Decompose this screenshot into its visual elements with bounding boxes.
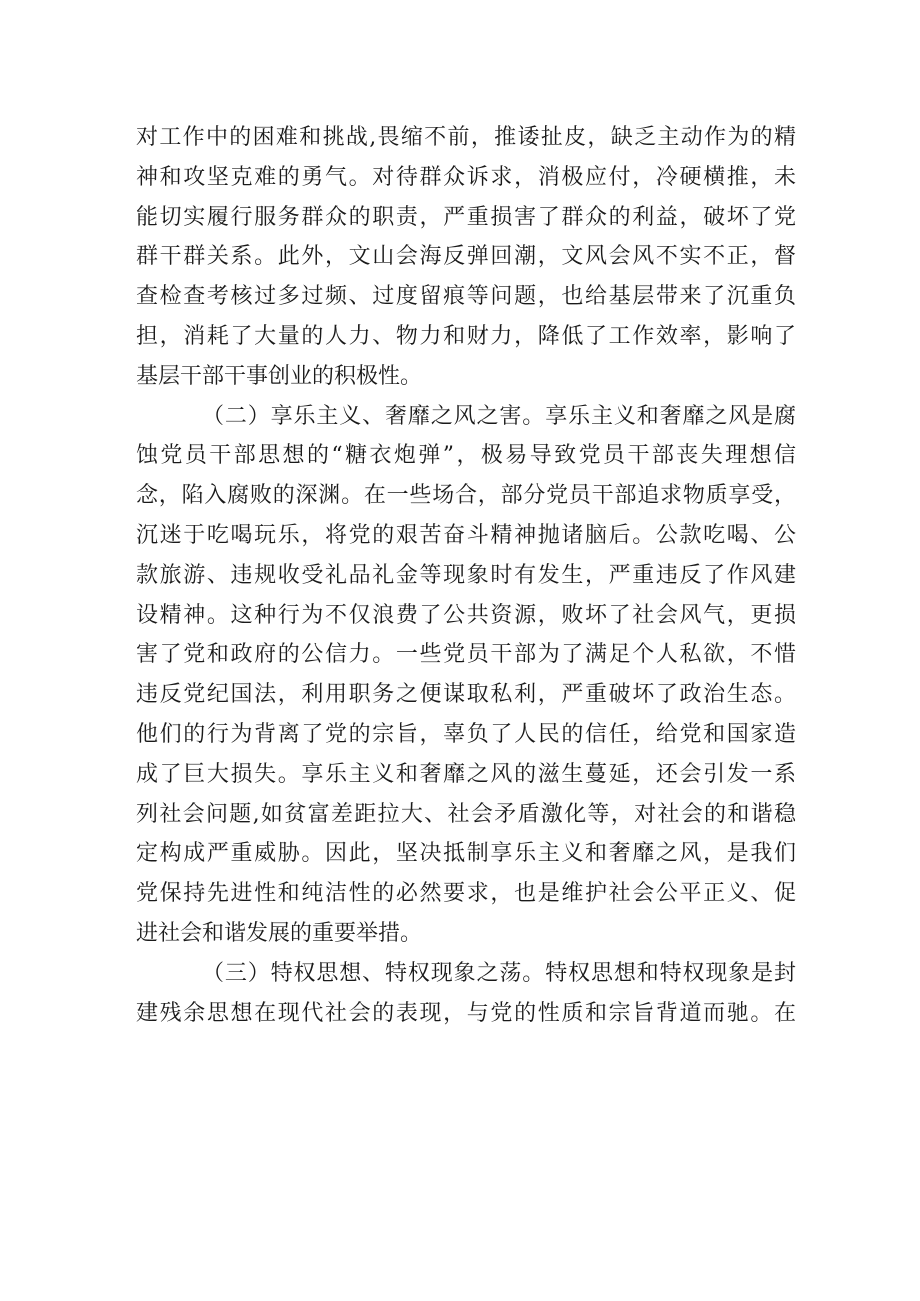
text-line: 建残余思想在现代社会的表现，与党的性质和宗旨背道而驰。在 (136, 1000, 796, 1026)
text-line-paragraph-end: 基层干部干事创业的积极性。 (136, 363, 423, 389)
text-line-paragraph-end: 进社会和谐发展的重要举措。 (136, 920, 423, 946)
text-line: 他们的行为背离了党的宗旨，辜负了人民的信任，给党和国家造 (136, 721, 796, 747)
text-line: 违反党纪国法，利用职务之便谋取私利，严重破坏了政治生态。 (136, 682, 796, 708)
text-line: 查检查考核过多过频、过度留痕等问题，也给基层带来了沉重负 (136, 284, 796, 310)
text-line: 能切实履行服务群众的职责，严重损害了群众的利益，破坏了党 (136, 204, 796, 230)
section-heading-3: （三）特权思想、特权现象之荡。特权思想和特权现象是封 (202, 960, 796, 986)
body-text (136, 118, 796, 1033)
text-line: 对工作中的困难和挑战,畏缩不前，推诿扯皮，缺乏主动作为的精 (136, 125, 796, 150)
text-line: 党保持先进性和纯洁性的必然要求，也是维护社会公平正义、促 (136, 881, 796, 907)
text-line: 列社会问题,如贫富差距拉大、社会矛盾激化等，对社会的和谐稳 (136, 801, 796, 827)
text-line: 沉迷于吃喝玩乐，将党的艰苦奋斗精神抛诸脑后。公款吃喝、公 (136, 522, 796, 548)
section-heading-2: （二）享乐主义、奢靡之风之害。享乐主义和奢靡之风是腐 (202, 403, 796, 429)
text-line: 成了巨大损失。享乐主义和奢靡之风的滋生蔓延，还会引发一系 (136, 761, 796, 787)
text-line: 蚀党员干部思想的“糖衣炮弹”，极易导致党员干部丧失理想信 (136, 443, 796, 469)
text-line: 念，陷入腐败的深渊。在一些场合，部分党员干部追求物质享受， (136, 483, 796, 509)
text-line: 款旅游、违规收受礼品礼金等现象时有发生，严重违反了作风建 (136, 562, 796, 588)
text-line: 定构成严重威胁。因此，坚决抵制享乐主义和奢靡之风，是我们 (136, 841, 796, 867)
text-line: 群干群关系。此外，文山会海反弹回潮，文风会风不实不正，督 (136, 244, 796, 270)
text-line: 害了党和政府的公信力。一些党员干部为了满足个人私欲，不惜 (136, 642, 796, 668)
text-line: 神和攻坚克难的勇气。对待群众诉求，消极应付，冷硬横推，未 (136, 164, 796, 190)
text-line: 担，消耗了大量的人力、物力和财力，降低了工作效率，影响了 (136, 323, 796, 349)
text-line: 设精神。这种行为不仅浪费了公共资源，败坏了社会风气，更损 (136, 602, 796, 628)
